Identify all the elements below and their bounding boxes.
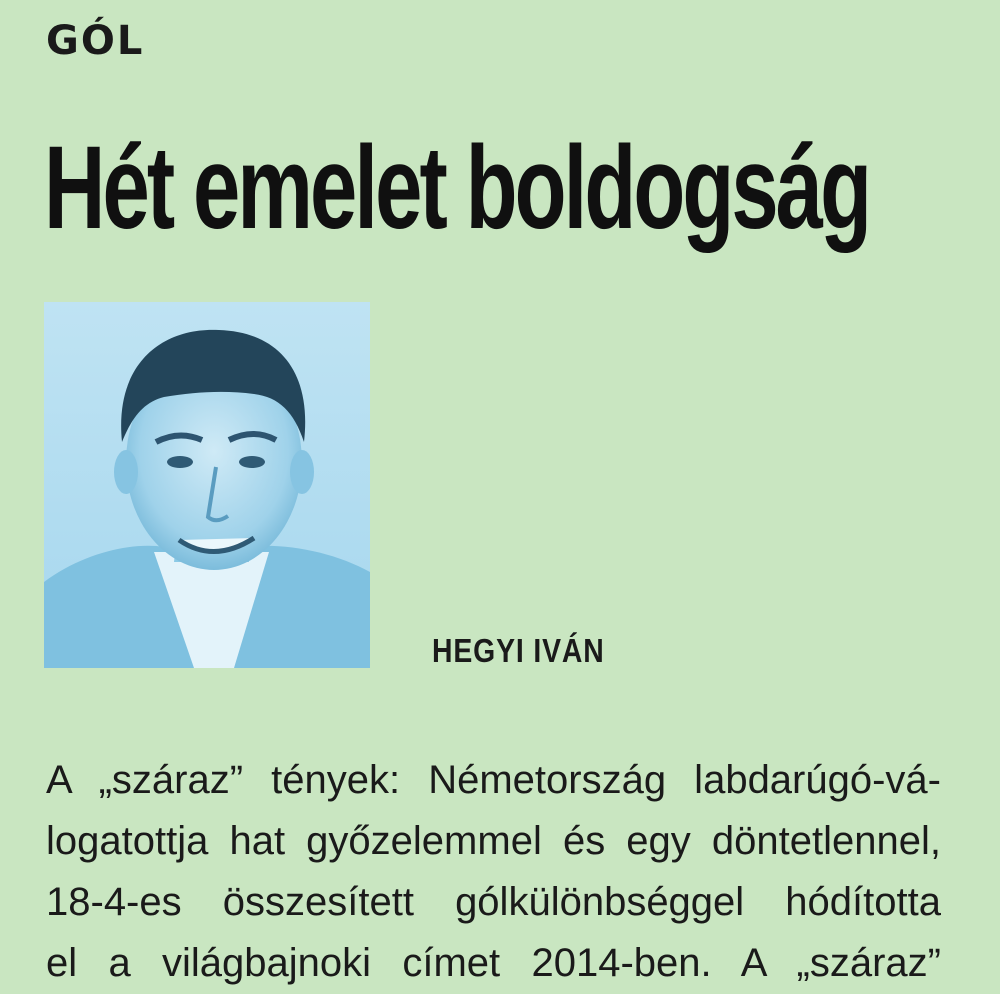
author-byline: HEGYI IVÁN	[432, 632, 605, 669]
body-line: A „száraz” tények: Németország labdarúgó-vá-	[46, 758, 941, 802]
body-line: logatottja hat győzelemmel és egy döntetlennel,	[46, 819, 941, 863]
article-headline: Hét emelet boldogság	[44, 122, 870, 254]
author-photo	[44, 302, 370, 668]
body-line: el a világbajnoki címet 2014-ben. A „száraz”	[46, 941, 941, 985]
body-line: 18-4-es összesített gólkülönbséggel hódította	[46, 880, 941, 924]
article-body	[46, 750, 941, 994]
section-label: GÓL	[46, 18, 145, 64]
